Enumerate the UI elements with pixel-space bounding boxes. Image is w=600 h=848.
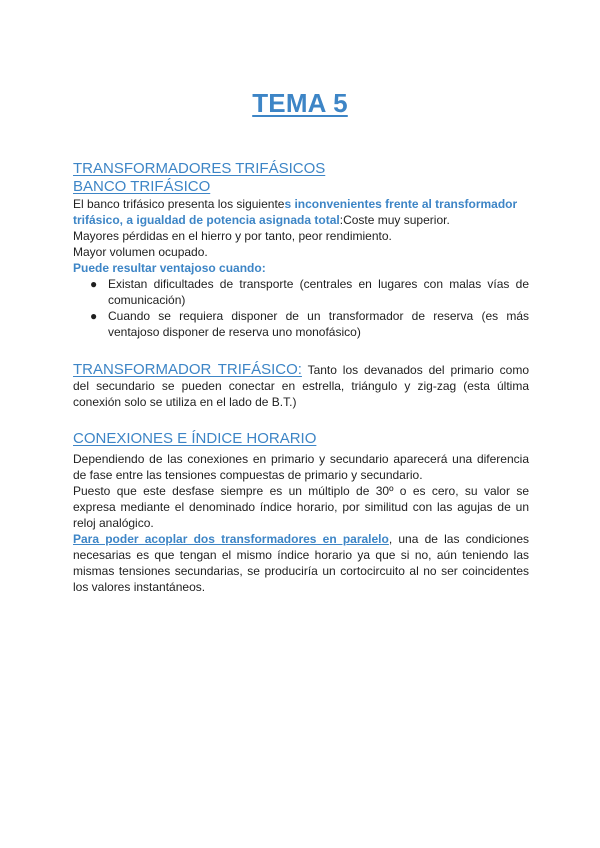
document-body [73,160,529,595]
list-item [73,308,529,340]
transformador-paragraph [73,362,529,410]
section-transformador-trifasico [73,362,529,410]
intro-text: El banco trifásico presenta los siguiente [73,197,285,211]
heading-transformadores-trifasicos: TRANSFORMADORES TRIFÁSICOS [73,160,326,177]
conexiones-paragraph-2: Puesto que este desfase siempre es un múltiplo de 30º o es cero, su valor se expresa mediante el denominado índice horario, por similitud con las agujas de un reloj analógico. [73,484,529,530]
intro-highlight: s inconvenientes frente al transformador trifásico, a igualdad de potencia asignada total [73,197,518,227]
intro-text-end: :Coste muy superior. [339,213,450,227]
advantage-heading: Puede resultar ventajoso cuando: [73,261,266,275]
paralelo-highlight: Para poder acoplar dos transformadores en paralelo [73,532,389,546]
heading-banco-trifasico: BANCO TRIFÁSICO [73,178,211,195]
advantage-list [73,276,529,340]
intro-paragraph [73,196,529,228]
conexiones-paragraph-1: Dependiendo de las conexiones en primario y secundario aparecerá una diferencia de fase entre las tensiones compuestas de primario y secundario. [73,452,529,482]
heading-conexiones-indice-horario: CONEXIONES E ÍNDICE HORARIO [73,430,317,447]
section-banco-trifasico [73,160,529,340]
bullet-icon: ● [90,309,98,323]
body-line: Mayores pérdidas en el hierro y por tanto, peor rendimiento. [73,229,392,243]
page-title: TEMA 5 [252,88,348,118]
paralelo-text: , una de las condiciones necesarias es que tengan el mismo índice horario ya que si no, aún teniendo las mismas tensiones secundarias, se produciría un cortocircuito al no ser coincidentes los valores instantáneos. [73,532,530,594]
list-item [73,276,529,308]
list-item-text: Cuando se requiera disponer de un transformador de reserva (es más ventajoso disponer de reserva uno monofásico) [108,309,529,339]
heading-transformador-trifasico: TRANSFORMADOR TRIFÁSICO: [73,361,302,378]
conexiones-paragraph-3 [73,531,529,595]
section-conexiones [73,430,529,595]
transformador-text: Tanto los devanados del primario como del secundario se pueden conectar en estrella, triángulo y zig-zag (esta última conexión solo se utiliza en el lado de B.T.) [73,363,529,409]
bullet-icon: ● [90,277,98,291]
list-item-text: Existan dificultades de transporte (centrales en lugares con malas vías de comunicación) [108,277,529,307]
body-line: Mayor volumen ocupado. [73,245,208,259]
